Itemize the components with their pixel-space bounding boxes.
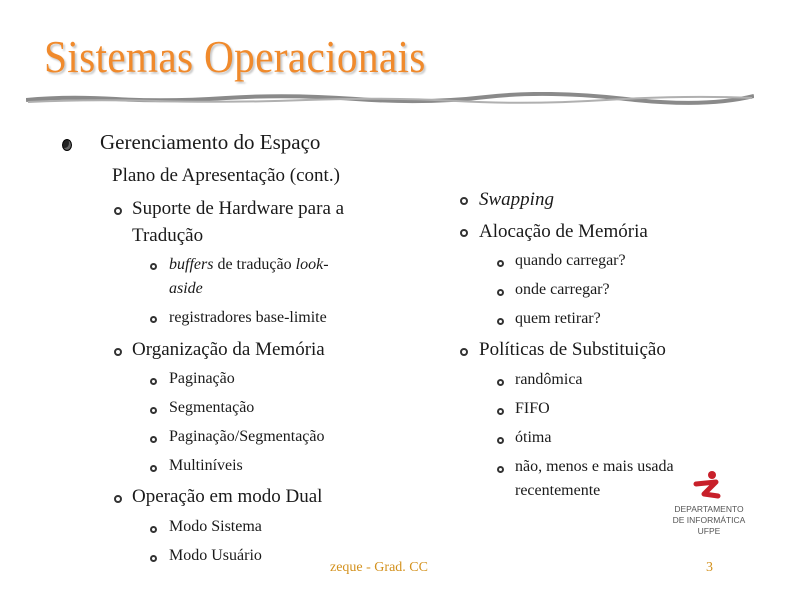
subitem-registradores: registradores base-limite xyxy=(169,309,327,326)
logo-mark-icon xyxy=(666,470,752,504)
bullet-icon xyxy=(497,260,504,267)
subitem-modo-sistema: Modo Sistema xyxy=(169,518,262,535)
bullet-icon xyxy=(497,379,504,386)
bullet-icon xyxy=(460,348,468,356)
bullet-icon xyxy=(497,466,504,473)
subitem-quem-retirar: quem retirar? xyxy=(515,310,601,327)
subitem-randomica: randômica xyxy=(515,371,583,388)
subitem-buffers xyxy=(169,256,329,274)
subitem-buffers-cont xyxy=(169,280,203,298)
subitem-fifo: FIFO xyxy=(515,400,550,417)
bullet-icon xyxy=(114,348,122,356)
subitem-buffers-text: de tradução xyxy=(213,256,296,273)
subitem-multiniveis: Multiníveis xyxy=(169,457,243,474)
slide-title: Sistemas Operacionais xyxy=(44,31,426,82)
heading-gerenciamento: Gerenciamento do Espaço xyxy=(100,130,321,154)
bullet-icon xyxy=(62,139,72,151)
bullet-icon xyxy=(497,318,504,325)
bullet-icon xyxy=(460,229,468,237)
subitem-buffers-em2: look- xyxy=(295,256,329,273)
bullet-icon xyxy=(150,316,157,323)
subitem-buffers-em1: buffers xyxy=(169,256,214,273)
title-underline xyxy=(26,92,754,106)
dept-logo xyxy=(666,470,752,540)
item-operacao-dual: Operação em modo Dual xyxy=(132,486,323,507)
subitem-modo-usuario: Modo Usuário xyxy=(169,547,262,564)
logo-line3: UFPE xyxy=(697,526,721,536)
subitem-buffers-em3: aside xyxy=(169,280,203,297)
subheading-plano: Plano de Apresentação (cont.) xyxy=(112,165,340,186)
subitem-recentemente: recentemente xyxy=(515,482,601,499)
bullet-icon xyxy=(497,437,504,444)
bullet-icon xyxy=(460,197,468,205)
item-alocacao-memoria: Alocação de Memória xyxy=(479,221,648,242)
bullet-icon xyxy=(114,495,122,503)
bullet-icon xyxy=(150,555,157,562)
subitem-nao-menos-mais-usada: não, menos e mais usada xyxy=(515,458,674,475)
bullet-icon xyxy=(497,408,504,415)
subitem-quando-carregar: quando carregar? xyxy=(515,252,626,269)
bullet-icon xyxy=(150,378,157,385)
footer-text: zeque - Grad. CC xyxy=(330,560,428,575)
bullet-icon xyxy=(150,465,157,472)
subitem-otima: ótima xyxy=(515,429,552,446)
item-organizacao-memoria: Organização da Memória xyxy=(132,339,325,360)
page-number: 3 xyxy=(706,560,713,575)
item-suporte-hardware-line1: Suporte de Hardware para a xyxy=(132,198,345,219)
bullet-icon xyxy=(150,526,157,533)
subitem-onde-carregar: onde carregar? xyxy=(515,281,610,298)
bullet-icon xyxy=(150,436,157,443)
bullet-icon xyxy=(114,207,122,215)
bullet-icon xyxy=(497,289,504,296)
logo-line2: DE INFORMÁTICA xyxy=(672,515,746,525)
item-politicas-substituicao: Políticas de Substituição xyxy=(479,339,666,360)
bullet-icon xyxy=(150,263,157,270)
item-suporte-hardware-line2: Tradução xyxy=(132,225,204,246)
item-swapping: Swapping xyxy=(479,189,554,210)
subitem-segmentacao: Segmentação xyxy=(169,399,255,416)
bullet-icon xyxy=(150,407,157,414)
subitem-paginacao-segmentacao: Paginação/Segmentação xyxy=(169,428,325,445)
logo-line1: DEPARTAMENTO xyxy=(674,504,744,514)
subitem-paginacao: Paginação xyxy=(169,370,235,387)
